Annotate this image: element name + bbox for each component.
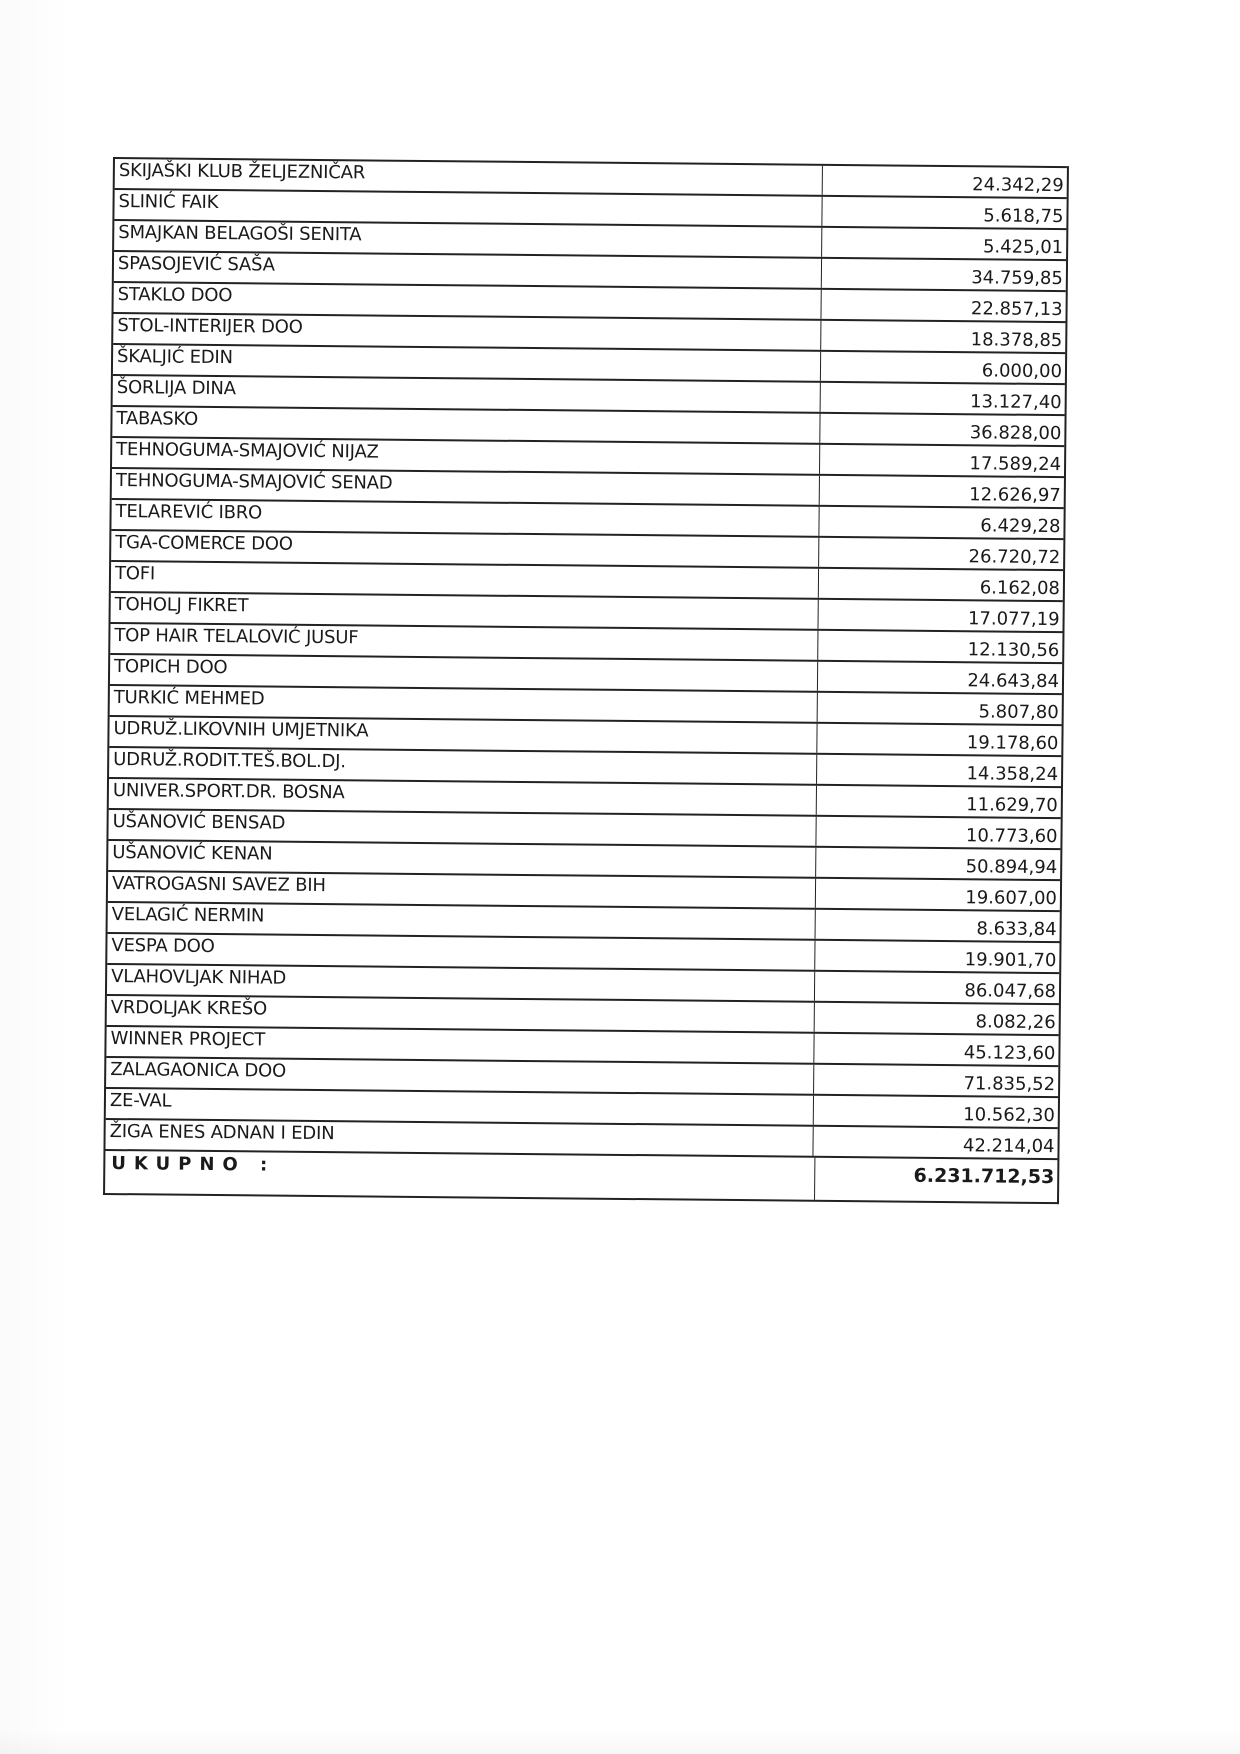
row-amount: 5.425,01 [982, 236, 1064, 259]
table-body [105, 157, 1066, 1158]
row-amount: 14.358,24 [966, 763, 1059, 786]
row-amount: 8.633,84 [976, 918, 1057, 941]
row-name: SLINIĆ FAIK [114, 190, 822, 226]
row-name: VATROGASNI SAVEZ BIH [108, 872, 816, 908]
row-name: TOHOLJ FIKRET [111, 593, 819, 629]
row-amount: 22.857,13 [970, 298, 1063, 321]
row-amount: 6.162,08 [979, 577, 1061, 600]
row-name: TURKIĆ MEHMED [110, 686, 818, 722]
row-name: TABASKO [112, 407, 820, 443]
row-name: UDRUŽ.LIKOVNIH UMJETNIKA [109, 717, 817, 753]
row-amount: 6.000,00 [981, 360, 1063, 383]
row-name: STOL-INTERIJER DOO [113, 314, 821, 350]
row-amount: 34.759,85 [971, 267, 1063, 290]
row-name: VLAHOVLJAK NIHAD [107, 965, 815, 1001]
row-name: ZALAGAONICA DOO [106, 1058, 814, 1094]
row-amount: 36.828,00 [969, 422, 1062, 445]
row-name: STAKLO DOO [114, 283, 822, 319]
row-amount: 26.720,72 [968, 546, 1061, 569]
row-name: TEHNOGUMA-SMAJOVIĆ SENAD [112, 469, 820, 505]
row-name: TOP HAIR TELALOVIĆ JUSUF [110, 624, 818, 660]
row-name: UNIVER.SPORT.DR. BOSNA [109, 779, 817, 815]
row-amount: 11.629,70 [966, 794, 1058, 817]
row-name: UDRUŽ.RODIT.TEŠ.BOL.DJ. [109, 748, 817, 784]
row-amount: 50.894,94 [965, 856, 1058, 879]
row-name: WINNER PROJECT [106, 1027, 814, 1063]
total-row [105, 1149, 1057, 1202]
row-name: UŠANOVIĆ KENAN [108, 841, 816, 877]
row-amount: 13.127,40 [969, 391, 1062, 414]
total-label: UKUPNO : [105, 1151, 815, 1200]
row-name: VESPA DOO [107, 934, 815, 970]
row-amount: 5.807,80 [978, 701, 1059, 724]
row-amount: 24.643,84 [967, 670, 1060, 693]
row-amount: 12.130,56 [967, 639, 1060, 662]
row-name: SMAJKAN BELAGOŠI SENITA [114, 221, 822, 257]
row-name: TOPICH DOO [110, 655, 818, 691]
row-amount: 45.123,60 [963, 1042, 1056, 1065]
row-name: VRDOLJAK KREŠO [107, 996, 815, 1032]
row-amount: 19.607,00 [965, 887, 1058, 910]
row-amount: 24.342,29 [972, 174, 1064, 197]
row-amount: 42.214,04 [962, 1135, 1055, 1158]
row-name: SPASOJEVIĆ SAŠA [114, 252, 822, 288]
row-name: ŠKALJIĆ EDIN [113, 345, 821, 381]
total-amount: 6.231.712,53 [913, 1164, 1055, 1189]
scan-edge-shadow [0, 0, 70, 1754]
row-name: ŠORLIJA DINA [113, 376, 821, 412]
row-amount: 6.429,28 [980, 515, 1061, 538]
row-amount: 8.082,26 [975, 1011, 1056, 1034]
row-amount: 5.618,75 [983, 205, 1064, 228]
row-amount: 17.589,24 [969, 453, 1062, 476]
row-amount: 18.378,85 [970, 329, 1063, 352]
row-amount: 19.178,60 [966, 732, 1059, 755]
row-name: ŽIGA ENES ADNAN I EDIN [105, 1120, 813, 1156]
row-name: TELAREVIĆ IBRO [111, 500, 819, 536]
row-name: TOFI [111, 562, 819, 598]
amounts-table [103, 157, 1069, 1204]
row-amount: 12.626,97 [969, 484, 1061, 507]
row-name: VELAGIĆ NERMIN [108, 903, 816, 939]
row-name: TGA-COMERCE DOO [111, 531, 819, 567]
row-amount: 19.901,70 [964, 949, 1057, 972]
scan-bottom-shadow [0, 1730, 1240, 1754]
row-amount: 71.835,52 [963, 1073, 1056, 1096]
row-name: SKIJAŠKI KLUB ŽELJEZNIČAR [115, 159, 823, 195]
row-amount: 17.077,19 [967, 608, 1060, 631]
row-amount: 10.773,60 [965, 825, 1058, 848]
row-name: ZE-VAL [106, 1089, 814, 1125]
row-amount: 86.047,68 [964, 980, 1057, 1003]
row-amount: 10.562,30 [963, 1104, 1055, 1127]
row-name: TEHNOGUMA-SMAJOVIĆ NIJAZ [112, 438, 820, 474]
row-name: UŠANOVIĆ BENSAD [108, 810, 816, 846]
